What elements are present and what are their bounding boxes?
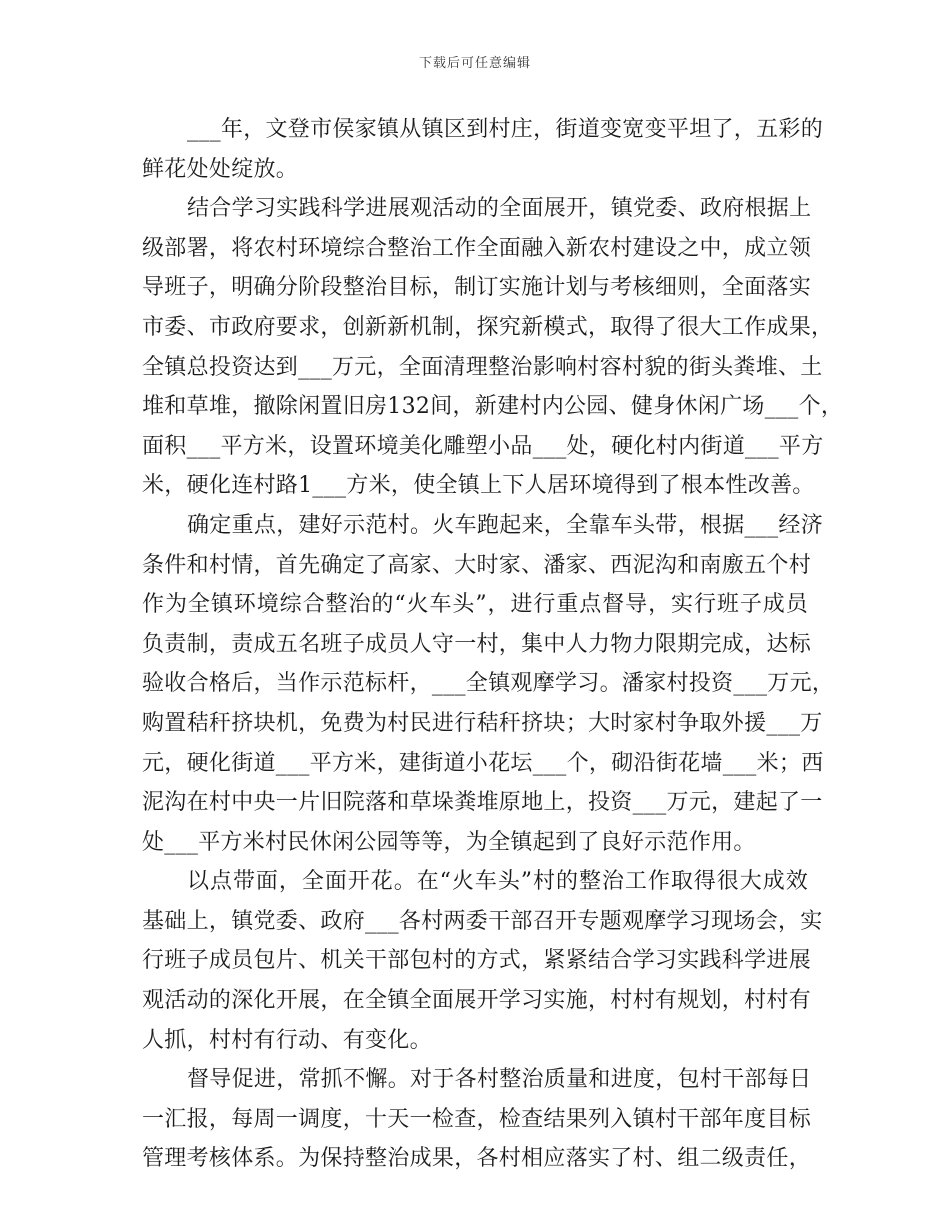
page-header: 下载后可任意编辑 (418, 56, 531, 71)
text-line: 条件和村情，首先确定了高家、大时家、潘家、西泥沟和南廒五个村 (142, 552, 812, 578)
text-line: 鲜花处处绽放。 (142, 156, 299, 182)
text-line: 元，硬化街道___平方米，建街道小花坛___个，砌沿街花墙___米；西 (142, 750, 824, 776)
text-line: 面积___平方米，设置环境美化雕塑小品___处，硬化村内街道___平方 (142, 433, 824, 459)
text-line: 购置秸秆挤块机，免费为村民进行秸秆挤块；大时家村争取外援___万 (142, 710, 823, 736)
text-line: 行班子成员包片、机关干部包村的方式，紧紧结合学习实践科学进展 (142, 948, 812, 974)
text-line: 处___平方米村民休闲公园等等，为全镇起到了良好示范作用。 (142, 829, 756, 855)
text-line: 一汇报，每周一调度，十天一检查，检查结果列入镇村干部年度目标 (142, 1106, 812, 1132)
text-line: 泥沟在村中央一片旧院落和草垛粪堆原地上，投资___万元，建起了一 (142, 790, 823, 816)
text-line: 负责制，责成五名班子成员人守一村，集中人力物力限期完成，达标 (142, 631, 812, 657)
text-line: 观活动的深化开展，在全镇全面展开学习实施，村村有规划，村村有 (142, 988, 812, 1014)
text-line: 堆和草堆，撤除闲置旧房132间，新建村内公园、健身休闲广场___个， (142, 394, 844, 420)
text-line: 米，硬化连村路1___方米，使全镇上下人居环境得到了根本性改善。 (142, 473, 815, 499)
text-line: 人抓，村村有行动、有变化。 (142, 1027, 432, 1053)
text-line: 级部署，将农村环境综合整治工作全面融入新农村建设之中，成立领 (142, 235, 812, 261)
text-line: 督导促进，常抓不懈。对于各村整治质量和进度，包村干部每日 (187, 1067, 812, 1093)
text-line: 结合学习实践科学进展观活动的全面展开，镇党委、政府根据上 (187, 196, 812, 222)
text-line: 市委、市政府要求，创新新机制，探究新模式，取得了很大工作成果， (142, 314, 834, 340)
text-line: 作为全镇环境综合整治的“火车头”，进行重点督导，实行班子成员 (142, 592, 808, 618)
text-line: 基础上，镇党委、政府___各村两委干部召开专题观摩学习现场会，实 (142, 908, 823, 934)
text-line: 导班子，明确分阶段整治目标，制订实施计划与考核细则，全面落实 (142, 275, 812, 301)
text-line: 验收合格后，当作示范标杆，___全镇观摩学习。潘家村投资___万元， (142, 671, 835, 697)
text-line: 以点带面，全面开花。在“火车头”村的整治工作取得很大成效 (187, 869, 808, 895)
text-line: 确定重点，建好示范村。火车跑起来，全靠车头带，根据___经济 (187, 512, 824, 538)
document-body (142, 110, 844, 1179)
text-line: ___年，文登市侯家镇从镇区到村庄，街道变宽变平坦了，五彩的 (187, 117, 824, 142)
text-line: 全镇总投资达到___万元，全面清理整治影响村容村貌的街头粪堆、土 (142, 354, 823, 380)
text-line: 管理考核体系。为保持整治成果，各村相应落实了村、组二级责任， (142, 1146, 812, 1172)
